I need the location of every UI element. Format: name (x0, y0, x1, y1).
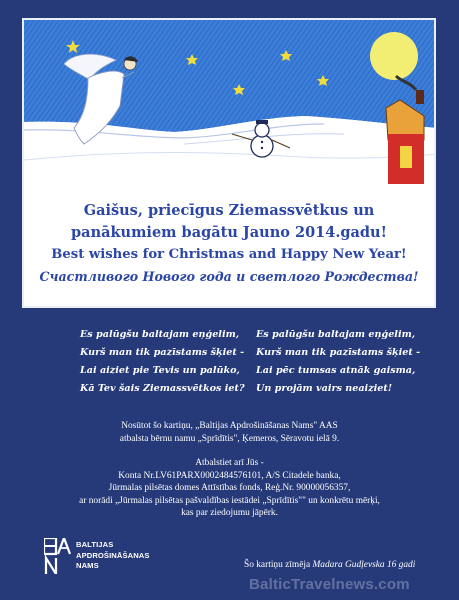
donation-line: kas par ziedojumu jāpērk. (181, 508, 278, 519)
greeting-card (22, 18, 436, 308)
support-notice (0, 420, 459, 445)
notice-line: Nosūtot šo kartiņu, „Baltijas Apdrošināšanas Nams" AAS (121, 421, 338, 431)
poem-line: Kurš man tik pazīstams šķiet - (80, 347, 245, 358)
poem-line: Lai aiziet pie Tevis un palūko, (80, 365, 240, 376)
logo-line-3: NAMS (76, 561, 99, 570)
notice-line: atbalsta bērnu namu „Sprīdītis", Ķemeros, Sēravotu ielā 9. (119, 433, 340, 444)
site-watermark: BalticTravelnews.com (249, 576, 410, 593)
credit-author: Madara Gudļevska 16 gadi (312, 560, 416, 570)
donation-line: Atbalstiet arī Jūs - (195, 458, 264, 468)
donation-line: Jūrmalas pilsētas domes Attīstības fonds, Reģ.Nr. 90000056357, (108, 483, 351, 494)
poems (0, 326, 459, 406)
greeting-text (24, 200, 434, 288)
ban-logo-icon (44, 538, 72, 574)
greeting-latvian-line-2: panākumiem bagātu Jauno 2014.gadu! (71, 224, 387, 241)
poem-right (256, 326, 420, 398)
logo-line-1: BALTIJAS (76, 540, 114, 549)
poem-left (80, 326, 245, 398)
greeting-russian: Счастливого Нового года и светлого Рождества! (39, 269, 419, 284)
greeting-latvian-line-1: Gaišus, priecīgus Ziemassvētkus un (83, 202, 375, 219)
poem-line: Kā Tev šais Ziemassvētkos iet? (80, 383, 245, 394)
credit-prefix: Šo kartiņu zīmēja (244, 560, 311, 570)
greeting-english: Best wishes for Christmas and Happy New Year! (51, 247, 407, 262)
poem-line: Es palūgšu baltajam eņģelim, (80, 329, 240, 340)
logo-line-2: APDROŠINĀŠANAS (76, 550, 150, 560)
poem-line: Es palūgšu baltajam eņģelim, (256, 329, 416, 340)
moon (370, 32, 418, 80)
poem-line: Kurš man tik pazīstams šķiet - (256, 347, 421, 358)
poem-line: Lai pēc tumsas atnāk gaisma, (256, 365, 416, 376)
donation-details (0, 457, 459, 520)
drawing-credit (244, 560, 415, 570)
poem-line: Un projām vairs neaiziet! (256, 383, 393, 394)
donation-line: Konta Nr.LV61PARX0002484576101, A/S Citadele banka, (118, 470, 341, 481)
donation-line: ar norādi „Jūrmalas pilsētas pašvaldības iestādei „Sprīdītis"" un konkrētu mērķi, (79, 495, 380, 506)
company-logo (44, 538, 164, 574)
logo-wordmark (76, 540, 150, 572)
